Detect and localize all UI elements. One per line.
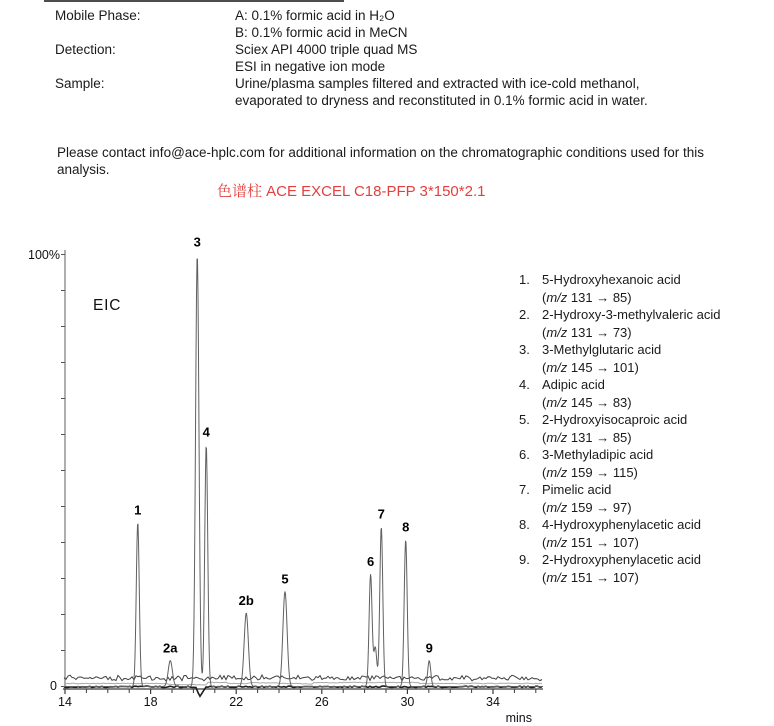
contact-note: Please contact info@ace-hplc.com for additional information on the chromatographic conditions used for this analysis. [57,144,705,177]
legend-number: 2. [519,307,530,322]
legend-compound-name: 2-Hydroxyphenylacetic acid [542,552,701,567]
legend-text [542,411,687,446]
legend-item [519,551,773,586]
condition-value-line: B: 0.1% formic acid in MeCN [235,25,408,40]
legend-item [519,411,773,446]
x-tick-label: 22 [229,695,244,709]
legend-transition: (m/z 159 → 115) [542,464,638,480]
legend-transition: (m/z 131 → 85) [542,429,632,445]
condition-label: Detection: [55,42,116,57]
legend-transition: (m/z 145 → 101) [542,359,639,375]
x-axis-title: mins [505,711,532,725]
peak-label-2a: 2a [163,640,178,656]
legend-text [542,446,653,481]
condition-value-line: evaporated to dryness and reconstituted in 0.1% formic acid in water. [235,93,648,108]
peak-label-1: 1 [134,502,142,518]
condition-values [235,41,417,75]
legend-text [542,516,701,551]
legend-number: 5. [519,412,530,427]
legend-transition: (m/z 151 → 107) [542,569,639,585]
legend-transition: (m/z 145 → 83) [542,394,632,410]
condition-values [235,75,648,109]
column-title: 色谱柱 ACE EXCEL C18-PFP 3*150*2.1 [217,183,486,200]
legend-compound-name: 3-Methyladipic acid [542,447,654,462]
condition-row [55,75,648,109]
peak-label-3: 3 [193,234,201,250]
legend-item [519,446,773,481]
legend-item [519,341,773,376]
legend-number: 4. [519,377,530,392]
condition-label: Mobile Phase: [55,8,141,23]
chart-title: EIC [93,297,122,314]
legend-text [542,306,720,341]
peak-label-2b: 2b [238,593,254,609]
x-tick-label: 30 [400,695,415,709]
x-tick-label: 14 [58,695,72,709]
legend-transition: (m/z 131 → 73) [542,324,632,340]
eic-peaks-trace [64,259,543,686]
peak-label-4: 4 [202,424,210,440]
legend-number: 1. [519,272,530,287]
legend-item [519,376,773,411]
legend-number: 6. [519,447,530,462]
condition-value-line: ESI in negative ion mode [235,59,386,74]
legend-number: 9. [519,552,530,567]
legend-compound-name: 5-Hydroxyhexanoic acid [542,272,681,287]
legend-text [542,271,681,306]
condition-label: Sample: [55,76,105,91]
y-min-label: 0 [50,679,57,693]
legend-text [542,341,661,376]
legend-compound-name: 2-Hydroxy-3-methylvaleric acid [542,307,721,322]
chromatogram [0,226,560,726]
peak-label-5: 5 [281,571,289,587]
legend-item [519,306,773,341]
conditions-table [55,7,648,109]
noise-trace [64,675,542,681]
x-tick-label: 26 [314,695,329,709]
cropped-text-artifact [44,0,344,2]
condition-value-line: A: 0.1% formic acid in H₂O [235,8,395,23]
condition-value-line: Urine/plasma samples filtered and extracted with ice-cold methanol, [235,76,640,91]
legend-compound-name: Pimelic acid [542,482,612,497]
condition-value-line: Sciex API 4000 triple quad MS [235,42,418,57]
legend-item [519,271,773,306]
legend-compound-name: Adipic acid [542,377,605,392]
chromatogram-plot [0,226,560,726]
peak-legend [519,271,773,586]
baseline-trace-light [64,682,542,685]
legend-text [542,551,701,586]
condition-row [55,41,648,75]
legend-item [519,516,773,551]
condition-values [235,7,408,41]
condition-row [55,7,648,41]
legend-compound-name: 3-Methylglutaric acid [542,342,662,357]
baseline-trace-dark [64,686,542,696]
legend-text [542,481,632,516]
legend-compound-name: 2-Hydroxyisocaproic acid [542,412,688,427]
peak-label-9: 9 [425,640,433,656]
legend-transition: (m/z 159 → 97) [542,499,632,515]
peak-label-7: 7 [377,506,385,522]
x-tick-label: 18 [143,695,158,709]
legend-transition: (m/z 151 → 107) [542,534,639,550]
legend-number: 7. [519,482,530,497]
legend-transition: (m/z 131 → 85) [542,289,632,305]
legend-item [519,481,773,516]
legend-number: 8. [519,517,530,532]
legend-text [542,376,632,411]
legend-compound-name: 4-Hydroxyphenylacetic acid [542,517,701,532]
peak-label-6: 6 [366,554,375,570]
x-tick-label: 34 [486,695,500,709]
y-max-label: 100% [28,248,60,262]
peak-label-8: 8 [402,519,410,535]
legend-number: 3. [519,342,530,357]
